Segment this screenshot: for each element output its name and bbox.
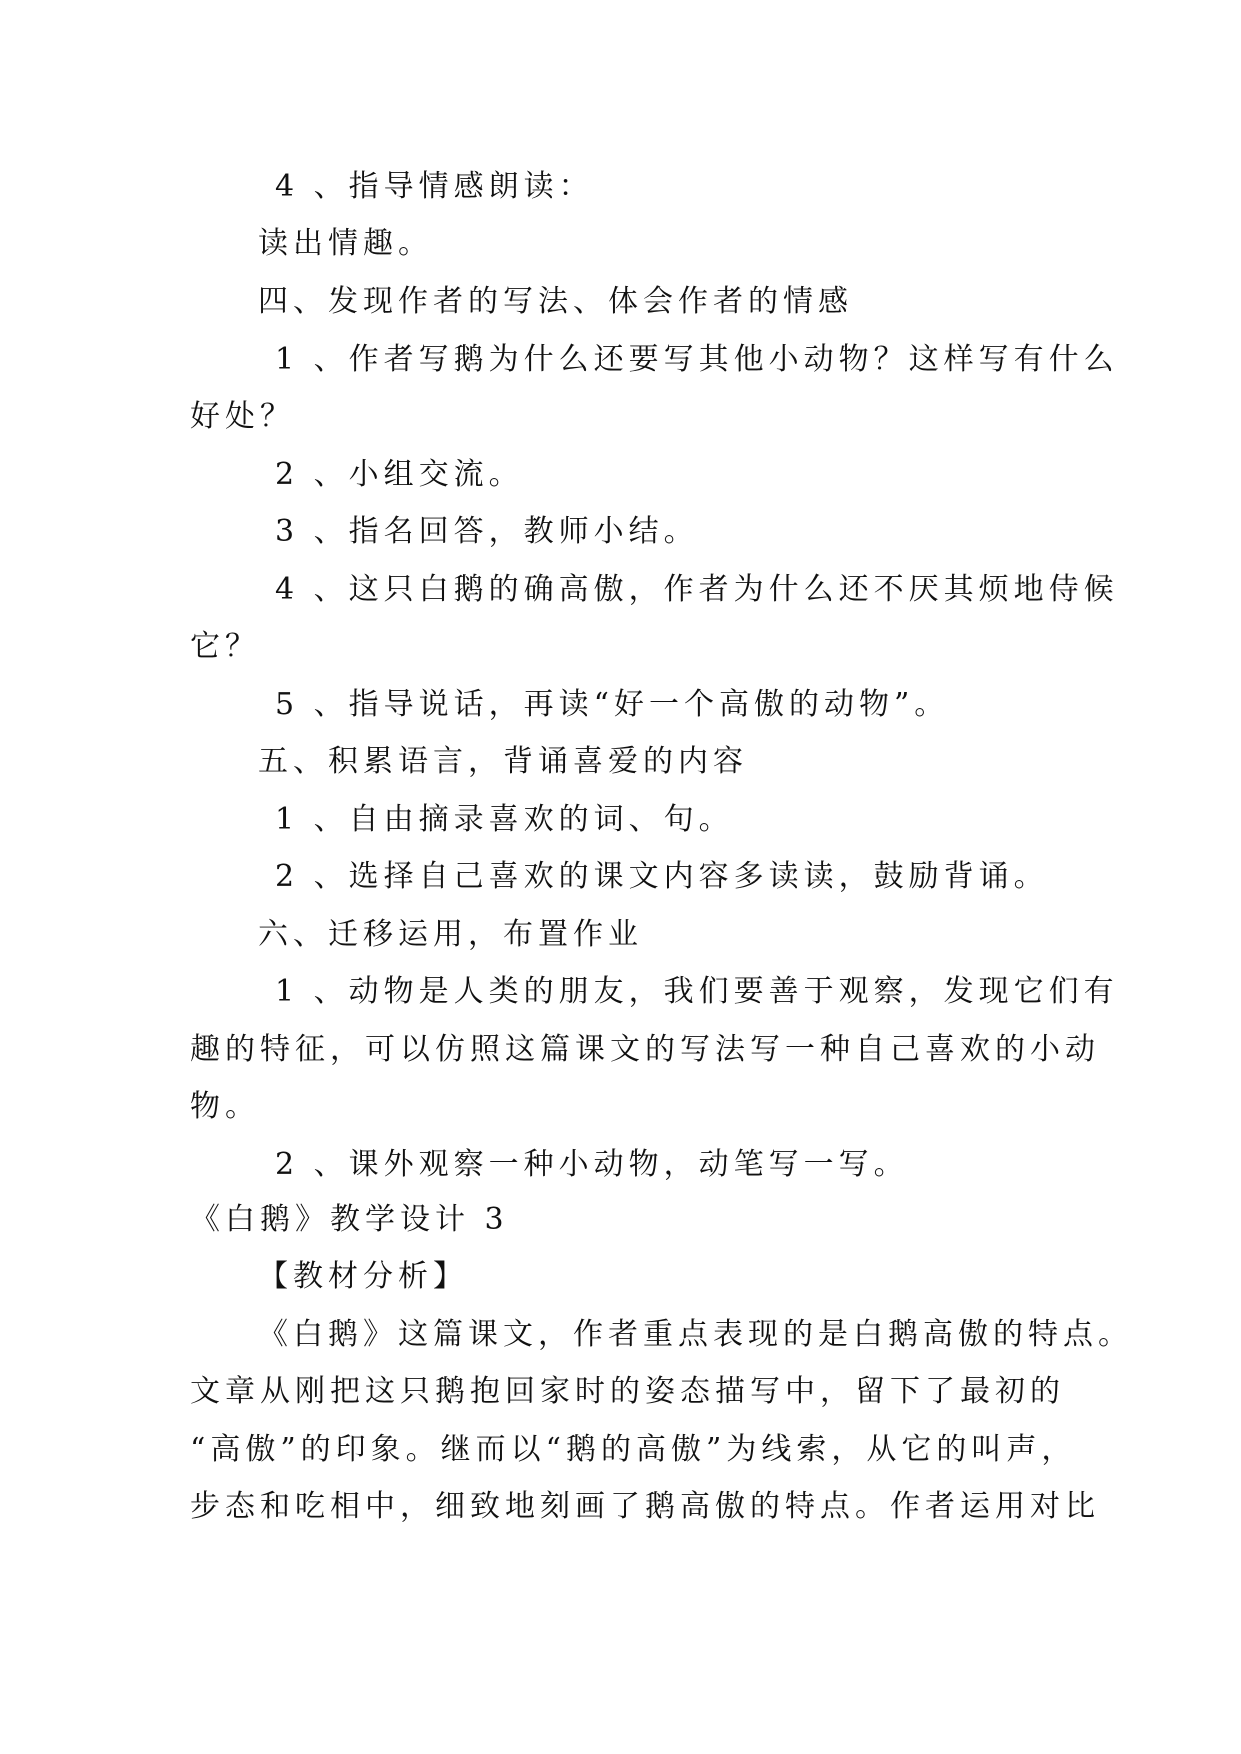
text-line: 《白鹅》这篇课文，作者重点表现的是白鹅高傲的特点。 [258,1317,1133,1352]
section-heading: 五、积累语言，背诵喜爱的内容 [258,744,748,779]
text-line: 文章从刚把这只鹅抱回家时的姿态描写中，留下了最初的 [190,1374,1065,1409]
text-line: 1 、动物是人类的朋友，我们要善于观察，发现它们有 [275,974,1119,1009]
section-heading: 六、迁移运用，布置作业 [258,917,643,952]
text-line: 步态和吃相中，细致地刻画了鹅高傲的特点。作者运用对比 [190,1489,1100,1524]
text-line: 趣的特征，可以仿照这篇课文的写法写一种自己喜欢的小动 [190,1032,1100,1067]
text-line: 物。 [190,1089,260,1124]
text-line: “高傲”的印象。继而以“鹅的高傲”为线索，从它的叫声， [190,1432,1077,1467]
text-line: 3 、指名回答，教师小结。 [275,514,699,549]
text-line: 2 、课外观察一种小动物，动笔写一写。 [275,1147,909,1182]
text-line: 1 、作者写鹅为什么还要写其他小动物？这样写有什么 [275,342,1119,377]
section-heading: 【教材分析】 [258,1259,468,1294]
text-line: 4 、这只白鹅的确高傲，作者为什么还不厌其烦地侍候 [275,572,1119,607]
text-line: 2 、小组交流。 [275,457,524,492]
text-line: 读出情趣。 [258,226,433,261]
text-line: 4 、指导情感朗读： [275,169,594,204]
section-heading: 四、发现作者的写法、体会作者的情感 [258,284,853,319]
document-title: 《白鹅》教学设计 3 [190,1202,509,1237]
text-line: 好处？ [190,399,295,434]
text-line: 1 、自由摘录喜欢的词、句。 [275,802,734,837]
text-line: 它？ [190,629,260,664]
text-line: 5 、指导说话，再读“好一个高傲的动物”。 [275,687,950,722]
text-line: 2 、选择自己喜欢的课文内容多读读，鼓励背诵。 [275,859,1049,894]
